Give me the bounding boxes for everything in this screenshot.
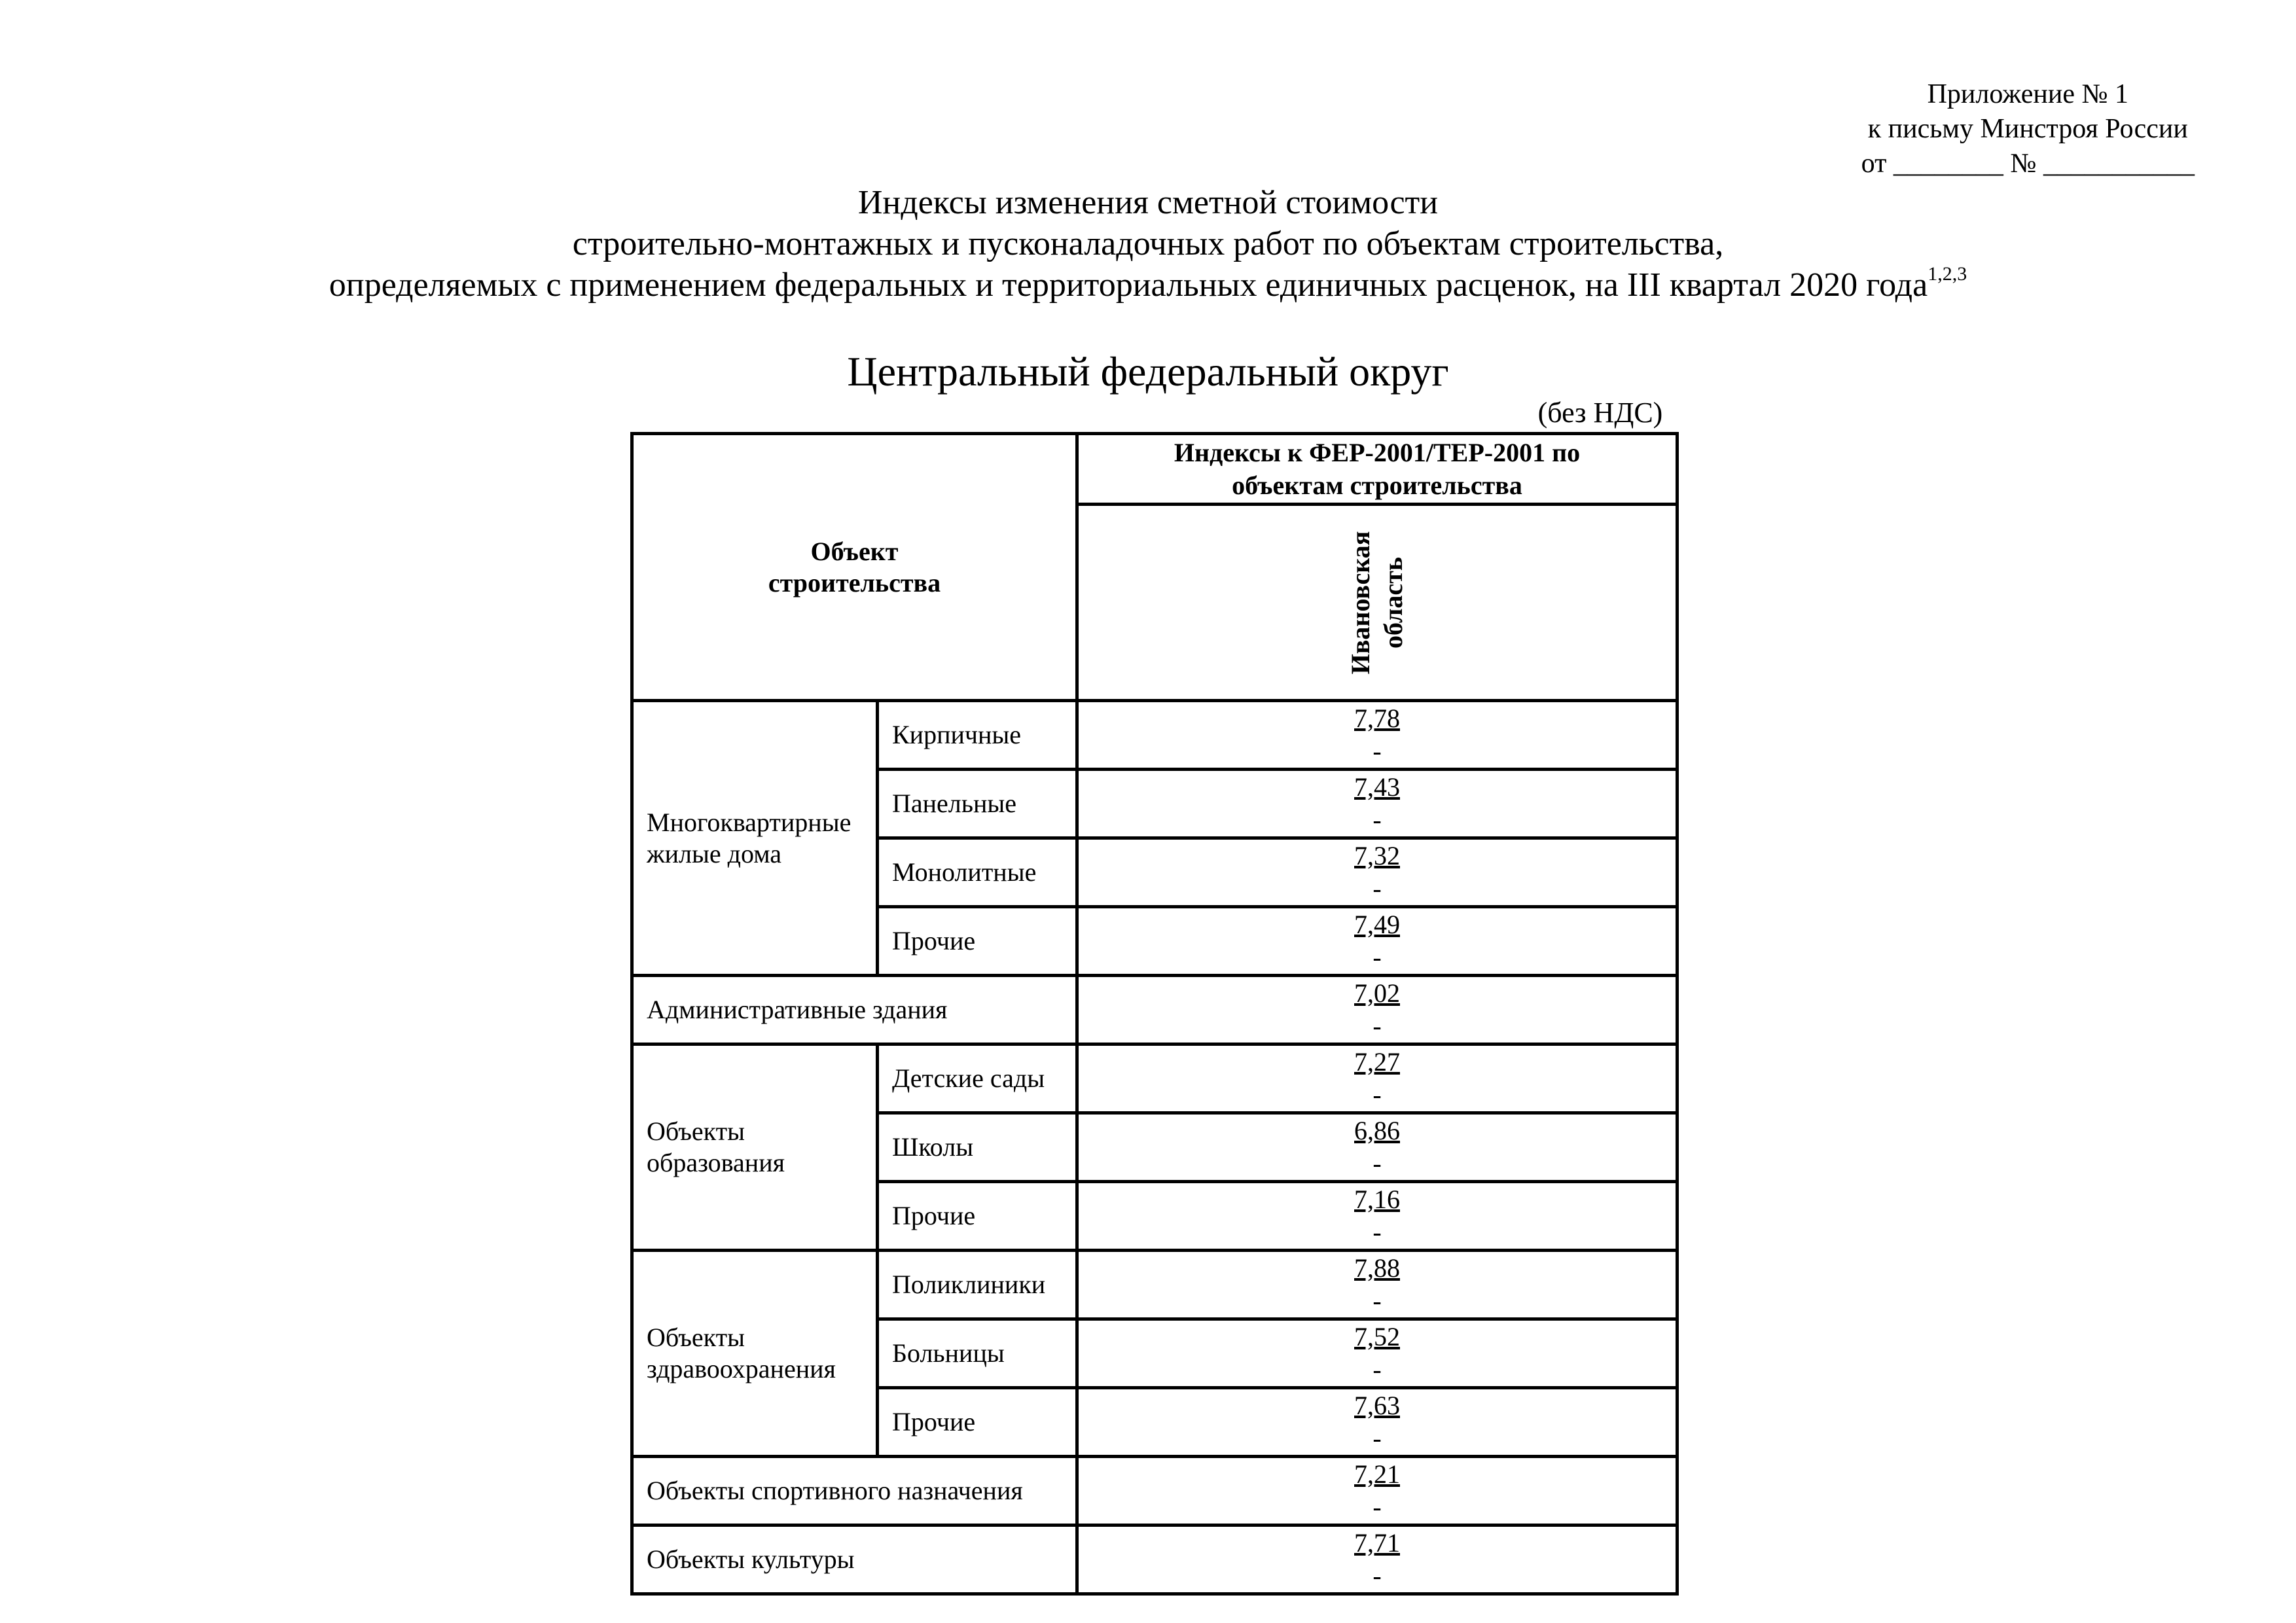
sub-cell: Панельные <box>878 770 1077 838</box>
sub-cell: Школы <box>878 1113 1077 1182</box>
index-alt: - <box>1372 1355 1382 1384</box>
index-value: 7,21 <box>1354 1459 1400 1489</box>
index-value: 7,27 <box>1354 1047 1400 1077</box>
sub-cell: Детские сады <box>878 1044 1077 1113</box>
group-line-2: жилые дома <box>647 838 782 868</box>
index-alt: - <box>1372 1011 1382 1041</box>
index-value: 6,86 <box>1354 1116 1400 1145</box>
value-cell <box>1077 976 1677 1044</box>
title-line-3-text: определяемых с применением федеральных и территориальных единичных расценок, на III квартал 2020 года <box>329 266 1928 304</box>
table-header-row <box>632 434 1677 505</box>
index-value: 7,02 <box>1354 978 1400 1008</box>
index-alt: - <box>1372 805 1382 834</box>
index-value: 7,52 <box>1354 1322 1400 1351</box>
group-line-1: Объекты <box>647 1116 745 1146</box>
index-value: 7,32 <box>1354 841 1400 870</box>
index-table <box>630 432 1679 1596</box>
table-row <box>632 1044 1677 1113</box>
object-name-cell: Административные здания <box>632 976 1077 1044</box>
title-line-2: строительно-монтажных и пусконаладочных работ по объектам строительства, <box>572 225 1724 262</box>
document-title <box>0 182 2296 306</box>
group-line-2: образования <box>647 1148 785 1177</box>
region-header-cell <box>1077 505 1677 701</box>
value-cell <box>1077 770 1677 838</box>
object-name-cell: Объекты культуры <box>632 1525 1077 1594</box>
header-index-line-2: объектам строительства <box>1232 470 1522 500</box>
sub-cell: Больницы <box>878 1319 1077 1388</box>
index-value: 7,78 <box>1354 704 1400 733</box>
header-index-line-1: Индексы к ФЕР-2001/ТЕР-2001 по <box>1174 437 1581 467</box>
group-cell-healthcare <box>632 1251 878 1457</box>
object-name-cell: Объекты спортивного назначения <box>632 1457 1077 1525</box>
region-line-1: Ивановская <box>1346 531 1375 674</box>
table-row <box>632 701 1677 770</box>
header-object-line-2: строительства <box>768 567 941 597</box>
header-index-cell <box>1077 434 1677 505</box>
index-alt: - <box>1372 874 1382 903</box>
attachment-line-3: от ________ № ___________ <box>1861 149 2195 179</box>
index-alt: - <box>1372 1423 1382 1453</box>
sub-cell: Прочие <box>878 1182 1077 1251</box>
sub-cell: Поликлиники <box>878 1251 1077 1319</box>
group-line-1: Многоквартирные <box>647 807 852 837</box>
index-alt: - <box>1372 1149 1382 1178</box>
table-row <box>632 1251 1677 1319</box>
region-line-2: область <box>1378 556 1408 649</box>
header-object-line-1: Объект <box>810 536 899 566</box>
value-cell <box>1077 1044 1677 1113</box>
index-value: 7,43 <box>1354 772 1400 802</box>
attachment-line-2: к письму Минстроя России <box>1867 114 2188 144</box>
vat-note: (без НДС) <box>1537 397 1663 429</box>
index-value: 7,88 <box>1354 1253 1400 1283</box>
sub-cell: Монолитные <box>878 838 1077 907</box>
table-row <box>632 976 1677 1044</box>
value-cell <box>1077 1113 1677 1182</box>
index-value: 7,71 <box>1354 1528 1400 1558</box>
index-value: 7,63 <box>1354 1391 1400 1420</box>
table-row <box>632 1525 1677 1594</box>
group-cell-education <box>632 1044 878 1251</box>
sub-cell: Прочие <box>878 907 1077 976</box>
region-label <box>1344 531 1410 674</box>
value-cell <box>1077 1457 1677 1525</box>
value-cell <box>1077 907 1677 976</box>
table-row <box>632 1457 1677 1525</box>
index-value: 7,16 <box>1354 1185 1400 1214</box>
header-object-cell <box>632 434 1077 701</box>
attachment-line-1: Приложение № 1 <box>1927 79 2129 109</box>
title-line-3 <box>0 264 2296 306</box>
attachment-note <box>1861 77 2195 181</box>
value-cell <box>1077 1525 1677 1594</box>
value-cell <box>1077 838 1677 907</box>
group-line-1: Объекты <box>647 1323 745 1352</box>
footnote-refs: 1,2,3 <box>1928 263 1967 285</box>
value-cell <box>1077 701 1677 770</box>
group-line-2: здравоохранения <box>647 1354 836 1383</box>
index-alt: - <box>1372 1561 1382 1590</box>
index-alt: - <box>1372 1217 1382 1247</box>
index-alt: - <box>1372 1080 1382 1109</box>
title-line-1: Индексы изменения сметной стоимости <box>857 184 1439 221</box>
index-alt: - <box>1372 942 1382 972</box>
index-value: 7,49 <box>1354 910 1400 939</box>
value-cell <box>1077 1388 1677 1457</box>
index-alt: - <box>1372 736 1382 766</box>
group-cell-housing <box>632 701 878 976</box>
value-cell <box>1077 1319 1677 1388</box>
value-cell <box>1077 1251 1677 1319</box>
sub-cell: Прочие <box>878 1388 1077 1457</box>
district-heading: Центральный федеральный округ <box>847 348 1449 395</box>
index-alt: - <box>1372 1286 1382 1315</box>
value-cell <box>1077 1182 1677 1251</box>
sub-cell: Кирпичные <box>878 701 1077 770</box>
index-alt: - <box>1372 1492 1382 1522</box>
